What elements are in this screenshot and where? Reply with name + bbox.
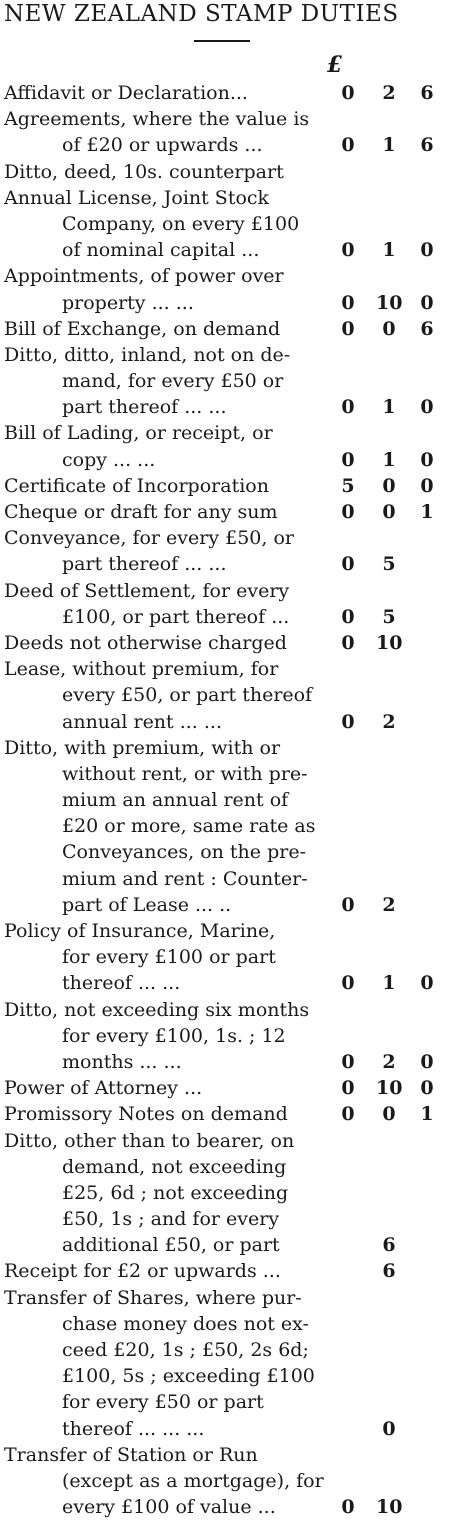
entry-continuation-line — [0, 709, 470, 735]
duty-entry — [0, 578, 470, 630]
duty-entry — [0, 185, 470, 264]
entry-text: thereof ... ... — [62, 972, 181, 995]
amount-pounds: 0 — [341, 82, 355, 104]
entry-text: Cheque or draft for any sum — [4, 501, 278, 523]
entry-text: Ditto, not exceeding six months — [4, 998, 310, 1021]
amount-shillings: 6 — [382, 1234, 396, 1257]
entry-text: Company, on every £100 — [62, 212, 300, 235]
entry-text: (except as a mortgage), for — [62, 1469, 324, 1492]
amount-pence: 0 — [420, 448, 434, 471]
duty-entry — [0, 525, 470, 577]
amount-pence: 0 — [420, 239, 434, 262]
duty-entry — [0, 473, 470, 499]
title-divider — [194, 40, 250, 42]
entry-text: additional £50, or part — [62, 1234, 280, 1257]
amount-shillings: 0 — [382, 474, 396, 497]
entry-continuation-line — [0, 787, 470, 813]
amount-pounds: 0 — [341, 317, 355, 340]
entry-continuation-line — [0, 1389, 470, 1415]
currency-header: £ — [327, 52, 343, 78]
duty-entry — [0, 499, 470, 525]
amount-pounds: 0 — [341, 631, 355, 654]
entry-text: part thereof ... ... — [62, 553, 227, 576]
entry-text: for every £100 or part — [62, 946, 276, 969]
amount-pence: 1 — [420, 1103, 434, 1126]
entry-first-line — [0, 342, 470, 368]
entry-continuation-line — [0, 866, 470, 892]
entry-continuation-line — [0, 1494, 470, 1520]
entry-continuation-line — [0, 682, 470, 708]
entry-text: mand, for every £50 or — [62, 370, 284, 393]
duty-entry — [0, 1101, 470, 1127]
entry-first-line — [0, 1101, 470, 1127]
amount-shillings: 10 — [376, 291, 403, 314]
duty-entry — [0, 656, 470, 735]
entry-continuation-line — [0, 1416, 470, 1442]
entry-first-line — [0, 525, 470, 551]
entry-continuation-line — [0, 761, 470, 787]
document-title: NEW ZEALAND STAMP DUTIES — [4, 1, 399, 27]
entry-first-line — [0, 1075, 470, 1101]
entry-text: Ditto, deed, 10s. counterpart — [4, 160, 284, 183]
entry-text: for every £100, 1s. ; 12 — [62, 1024, 286, 1047]
duty-entry — [0, 106, 470, 158]
entry-continuation-line — [0, 394, 470, 420]
entry-first-line — [0, 185, 470, 211]
entry-text: chase money does not ex- — [62, 1312, 309, 1335]
entry-text: Certificate of Incorporation — [4, 474, 269, 497]
duty-entry — [0, 80, 470, 106]
entry-first-line — [0, 735, 470, 761]
amount-pounds: 0 — [341, 501, 355, 523]
amount-shillings: 2 — [382, 1050, 396, 1073]
amount-pence: 6 — [420, 134, 434, 157]
amount-shillings: 5 — [382, 605, 396, 628]
entry-continuation-line — [0, 1206, 470, 1232]
amount-shillings: 5 — [382, 553, 396, 576]
duty-entry — [0, 630, 470, 656]
entry-text: Conveyances, on the pre- — [62, 841, 306, 864]
amount-pence: 0 — [420, 291, 434, 314]
duty-entry — [0, 997, 470, 1076]
amount-pounds: 0 — [341, 239, 355, 262]
entry-text: demand, not exceeding — [62, 1155, 287, 1178]
amount-pounds: 0 — [341, 1103, 355, 1126]
entry-text: mium an annual rent of — [62, 789, 289, 812]
entry-continuation-line — [0, 1023, 470, 1049]
entry-text: months ... ... — [62, 1050, 182, 1073]
entry-text: Conveyance, for every £50, or — [4, 527, 294, 550]
entry-text: Agreements, where the value is — [4, 108, 310, 131]
amount-pounds: 0 — [341, 1077, 355, 1100]
entry-first-line — [0, 473, 470, 499]
amount-pounds: 5 — [341, 474, 355, 497]
entry-text: £100, or part thereof ... — [62, 605, 290, 628]
entry-continuation-line — [0, 1049, 470, 1075]
entry-first-line — [0, 1442, 470, 1468]
entry-text: without rent, or with pre- — [62, 762, 308, 785]
duty-entry — [0, 420, 470, 472]
amount-shillings: 1 — [382, 972, 396, 995]
entry-continuation-line — [0, 447, 470, 473]
entry-text: Bill of Lading, or receipt, or — [4, 422, 273, 445]
entry-text: of nominal capital ... — [62, 239, 260, 262]
amount-pounds: 0 — [341, 134, 355, 157]
amount-pence: 0 — [420, 972, 434, 995]
entry-first-line — [0, 1128, 470, 1154]
entry-text: property ... ... — [62, 291, 194, 314]
amount-shillings: 0 — [382, 317, 396, 340]
entry-continuation-line — [0, 1180, 470, 1206]
amount-shillings: 1 — [382, 448, 396, 471]
entry-text: Transfer of Station or Run — [4, 1443, 258, 1466]
entry-text: £25, 6d ; not exceeding — [62, 1181, 289, 1204]
entry-first-line — [0, 499, 470, 525]
entry-continuation-line — [0, 604, 470, 630]
duty-entry — [0, 263, 470, 315]
amount-pence: 0 — [420, 474, 434, 497]
entry-text: every £50, or part thereof — [62, 684, 313, 707]
entry-continuation-line — [0, 1337, 470, 1363]
entry-text: Ditto, ditto, inland, not on de- — [4, 343, 291, 366]
amount-pounds: 0 — [341, 396, 355, 419]
entry-continuation-line — [0, 1468, 470, 1494]
amount-pounds: 0 — [341, 1496, 355, 1519]
entry-first-line — [0, 106, 470, 132]
entry-first-line — [0, 316, 470, 342]
duty-entries-list — [0, 80, 470, 1520]
amount-pounds: 0 — [341, 448, 355, 471]
entry-text: £50, 1s ; and for every — [62, 1208, 280, 1231]
entry-first-line — [0, 630, 470, 656]
entry-continuation-line — [0, 290, 470, 316]
amount-shillings: 0 — [382, 1103, 396, 1126]
entry-continuation-line — [0, 211, 470, 237]
entry-text: Policy of Insurance, Marine, — [4, 920, 276, 942]
entry-text: £20 or more, same rate as — [62, 815, 316, 838]
amount-shillings: 6 — [382, 1260, 396, 1283]
amount-pounds: 0 — [341, 972, 355, 995]
amount-pounds: 0 — [341, 605, 355, 628]
duty-entry — [0, 159, 470, 185]
amount-shillings: 0 — [382, 501, 396, 523]
entry-text: Deed of Settlement, for every — [4, 579, 290, 602]
entry-continuation-line — [0, 1363, 470, 1389]
amount-pence: 0 — [420, 1050, 434, 1073]
entry-text: £100, 5s ; exceeding £100 — [62, 1365, 315, 1388]
amount-shillings: 10 — [376, 631, 403, 654]
entry-continuation-line — [0, 237, 470, 263]
amount-pounds: 0 — [341, 291, 355, 314]
entry-first-line — [0, 263, 470, 289]
amount-shillings: 10 — [376, 1496, 403, 1519]
duty-entry — [0, 1258, 470, 1284]
duty-entry — [0, 316, 470, 342]
amount-pence: 6 — [420, 317, 434, 340]
entry-text: Bill of Exchange, on demand — [4, 317, 281, 340]
entry-text: Ditto, other than to bearer, on — [4, 1129, 295, 1152]
entry-text: thereof ... ... ... — [62, 1417, 205, 1440]
entry-text: ceed £20, 1s ; £50, 2s 6d; — [62, 1339, 309, 1361]
duty-entry — [0, 918, 470, 997]
amount-pence: 1 — [420, 501, 434, 523]
entry-text: Transfer of Shares, where pur- — [4, 1286, 302, 1309]
duty-entry — [0, 1442, 470, 1520]
entry-text: Deeds not otherwise charged — [4, 631, 287, 654]
entry-first-line — [0, 1285, 470, 1311]
amount-pounds: 0 — [341, 553, 355, 576]
entry-first-line — [0, 159, 470, 185]
duty-entry — [0, 1128, 470, 1259]
entry-text: part of Lease ... .. — [62, 893, 232, 916]
entry-first-line — [0, 997, 470, 1023]
amount-pounds: 0 — [341, 893, 355, 916]
entry-continuation-line — [0, 970, 470, 996]
entry-text: copy ... ... — [62, 448, 156, 471]
amount-shillings: 2 — [382, 710, 396, 733]
amount-shillings: 1 — [382, 239, 396, 262]
amount-pence: 0 — [420, 1077, 434, 1100]
entry-text: Lease, without premium, for — [4, 658, 279, 681]
entry-text: Promissory Notes on demand — [4, 1103, 288, 1126]
entry-text: annual rent ... ... — [62, 710, 222, 733]
entry-continuation-line — [0, 551, 470, 577]
duty-entry — [0, 342, 470, 421]
amount-shillings: 0 — [382, 1417, 396, 1440]
duty-entry — [0, 735, 470, 918]
entry-first-line — [0, 80, 470, 106]
entry-text: Ditto, with premium, with or — [4, 736, 281, 759]
entry-first-line — [0, 1258, 470, 1284]
entry-continuation-line — [0, 813, 470, 839]
amount-pounds: 0 — [341, 710, 355, 733]
entry-continuation-line — [0, 892, 470, 918]
entry-text: mium and rent : Counter- — [62, 867, 308, 890]
entry-first-line — [0, 420, 470, 446]
entry-continuation-line — [0, 1232, 470, 1258]
entry-text: Power of Attorney ... — [4, 1077, 203, 1100]
entry-continuation-line — [0, 944, 470, 970]
duty-entry — [0, 1075, 470, 1101]
entry-first-line — [0, 578, 470, 604]
entry-text: Appointments, of power over — [4, 265, 284, 288]
duty-entry — [0, 1285, 470, 1442]
entry-text: Annual License, Joint Stock — [4, 186, 270, 209]
entry-text: part thereof ... ... — [62, 396, 227, 419]
entry-continuation-line — [0, 839, 470, 865]
entry-continuation-line — [0, 368, 470, 394]
entry-first-line — [0, 656, 470, 682]
amount-shillings: 1 — [382, 134, 396, 157]
entry-text: of £20 or upwards ... — [62, 134, 263, 157]
amount-shillings: 10 — [376, 1077, 403, 1100]
entry-text: Receipt for £2 or upwards ... — [4, 1260, 281, 1283]
entry-continuation-line — [0, 132, 470, 158]
entry-text: Affidavit or Declaration... — [4, 82, 248, 104]
entry-first-line — [0, 918, 470, 944]
entry-continuation-line — [0, 1154, 470, 1180]
entry-continuation-line — [0, 1311, 470, 1337]
amount-pounds: 0 — [341, 1050, 355, 1073]
entry-text: for every £50 or part — [62, 1391, 264, 1414]
entry-text: every £100 of value ... — [62, 1496, 276, 1519]
amount-shillings: 2 — [382, 893, 396, 916]
amount-pence: 0 — [420, 396, 434, 419]
amount-pence: 6 — [420, 82, 434, 104]
amount-shillings: 1 — [382, 396, 396, 419]
amount-shillings: 2 — [382, 82, 396, 104]
